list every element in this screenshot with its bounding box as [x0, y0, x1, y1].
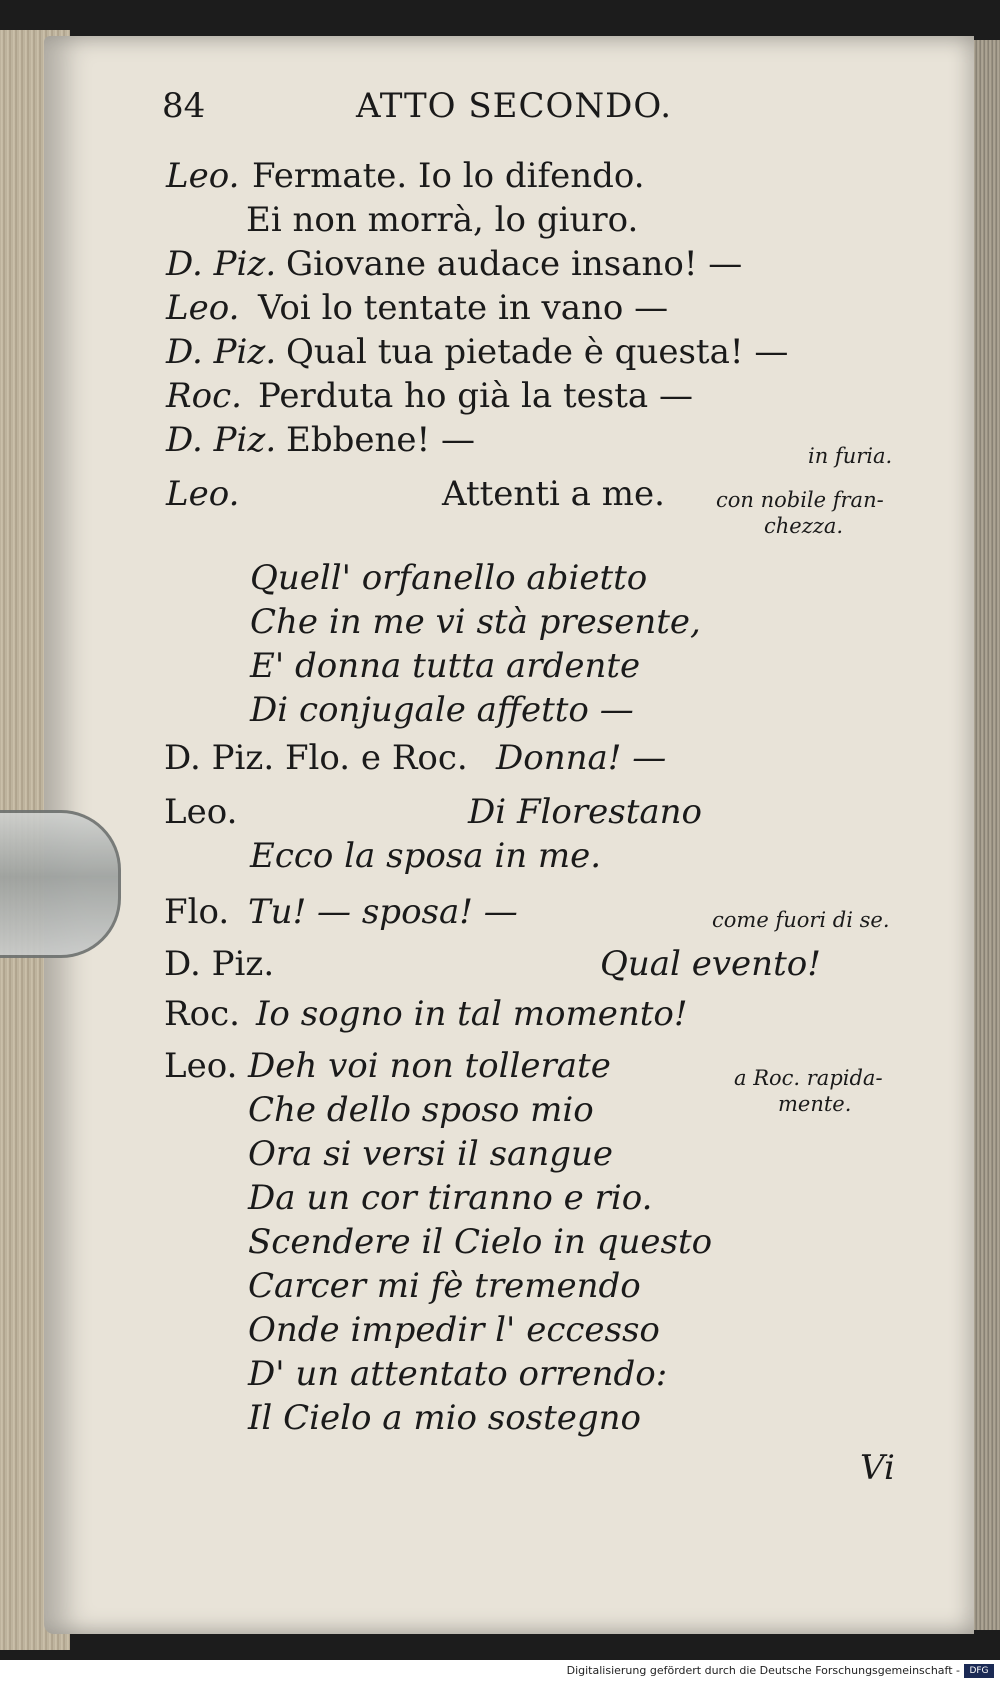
- stage-direction-cont: mente.: [778, 1092, 852, 1116]
- verse-line: Voi lo tentate in vano —: [258, 288, 669, 328]
- speaker-label: Leo.: [166, 156, 240, 196]
- stage-direction: con nobile fran-: [716, 488, 884, 512]
- stage-direction: in furia.: [808, 444, 893, 468]
- catchword: Vi: [860, 1448, 895, 1488]
- verse-line: Fermate. Io lo difendo.: [252, 156, 645, 196]
- verse-line: Giovane audace insano! —: [286, 244, 743, 284]
- verse-line: Ora si versi il sangue: [248, 1134, 614, 1174]
- verse-line: Da un cor tiranno e rio.: [248, 1178, 653, 1218]
- verse-line: Di Florestano: [468, 792, 702, 832]
- verse-line: Ei non morrà, lo giuro.: [246, 200, 639, 240]
- book-page: [44, 36, 974, 1634]
- page-number: 84: [162, 86, 206, 126]
- speaker-label: Leo.: [164, 792, 238, 832]
- speaker-label: Roc.: [164, 994, 240, 1034]
- speaker-label: D. Piz.: [164, 944, 275, 984]
- verse-line: Deh voi non tollerate: [248, 1046, 611, 1086]
- speaker-label: D. Piz. Flo. e Roc.: [164, 738, 468, 778]
- verse-line: Tu! — sposa! —: [248, 892, 518, 932]
- verse-line: Io sogno in tal momento!: [256, 994, 688, 1034]
- verse-line: Che dello sposo mio: [248, 1090, 594, 1130]
- stage-direction-cont: chezza.: [764, 514, 844, 538]
- speaker-label: Leo.: [166, 474, 240, 514]
- verse-line: Che in me vi stà presente,: [250, 602, 701, 642]
- dfg-logo: DFG: [964, 1664, 994, 1678]
- verse-line: E' donna tutta ardente: [250, 646, 641, 686]
- stage-direction: a Roc. rapida-: [734, 1066, 883, 1090]
- speaker-label: D. Piz.: [166, 332, 277, 372]
- verse-line: Perduta ho già la testa —: [258, 376, 693, 416]
- verse-line: Ecco la sposa in me.: [250, 836, 602, 876]
- verse-line: Ebbene! —: [286, 420, 475, 460]
- verse-line: Il Cielo a mio sostegno: [248, 1398, 642, 1438]
- verse-line: D' un attentato orrendo:: [248, 1354, 668, 1394]
- verse-line: Di conjugale affetto —: [250, 690, 634, 730]
- verse-line: Donna! —: [496, 738, 667, 778]
- verse-line: Qual tua pietade è questa! —: [286, 332, 789, 372]
- digitization-credit: Digitalisierung gefördert durch die Deutsche Forschungsgemeinschaft -: [566, 1664, 960, 1677]
- stage-direction: come fuori di se.: [712, 908, 890, 932]
- verse-line: Quell' orfanello abietto: [250, 558, 648, 598]
- speaker-label: D. Piz.: [166, 244, 277, 284]
- verse-line: Carcer mi fè tremendo: [248, 1266, 641, 1306]
- speaker-label: Leo.: [166, 288, 240, 328]
- speaker-label: Roc.: [166, 376, 242, 416]
- verse-line: Scendere il Cielo in questo: [248, 1222, 713, 1262]
- running-title: ATTO SECONDO.: [356, 86, 673, 126]
- page-clip: [0, 810, 121, 958]
- speaker-label: Flo.: [164, 892, 230, 932]
- verse-line: Onde impedir l' eccesso: [248, 1310, 660, 1350]
- speaker-label: D. Piz.: [166, 420, 277, 460]
- speaker-label: Leo.: [164, 1046, 238, 1086]
- verse-line: Attenti a me.: [442, 474, 665, 514]
- verse-line: Qual evento!: [600, 944, 821, 984]
